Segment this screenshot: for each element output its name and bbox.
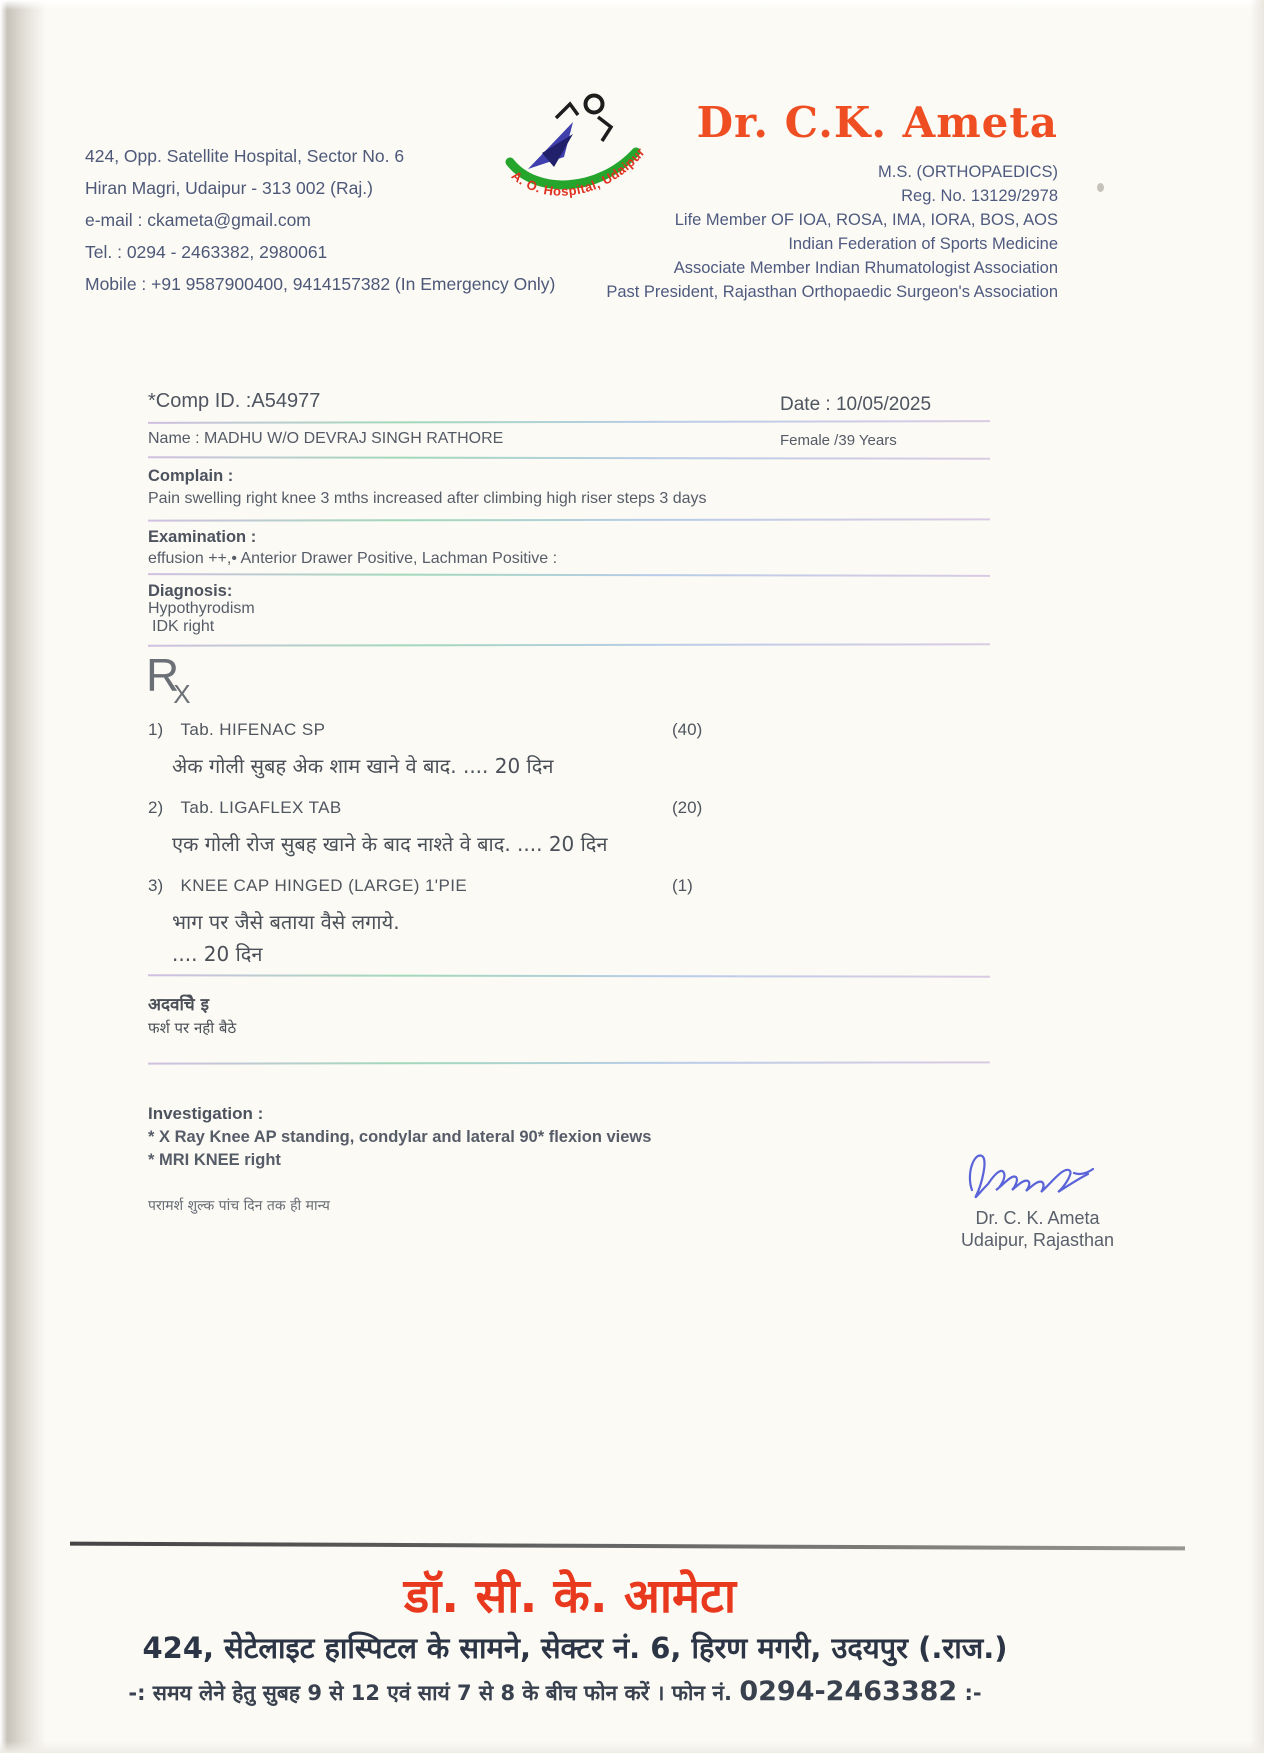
medication-instruction: एक गोली रोज सुबह खाने के बाद नाश्ते वे बाद. .... 20 दिन: [172, 832, 608, 856]
clinic-contact-block: [85, 140, 555, 300]
medication-number: 2): [148, 798, 164, 817]
patient-sex-age: Female /39 Years: [780, 432, 897, 449]
doctor-registration: Reg. No. 13129/2978: [901, 187, 1058, 205]
medication-row: [148, 720, 325, 740]
doctor-membership: Associate Member Indian Rhumatologist Association: [673, 259, 1058, 277]
medication-qty: (1): [672, 876, 693, 895]
medication-name: Tab. HIFENAC SP: [180, 720, 326, 739]
doctor-membership: Past President, Rajasthan Orthopaedic Surgeon's Association: [606, 283, 1058, 301]
medication-instruction: अेक गोली सुबह अेक शाम खाने वे बाद. .... 20 दिन: [172, 754, 554, 778]
medication-instruction: भाग पर जैसे बताया वैसे लगाये.: [172, 910, 400, 934]
doctor-membership: Indian Federation of Sports Medicine: [788, 235, 1058, 253]
scan-edge-bottom: [0, 1741, 1264, 1753]
footer-divider: [70, 1542, 1185, 1551]
logo-text: A. O. Hospital, Udaipur: [508, 144, 648, 199]
investigation-line: * X Ray Knee AP standing, condylar and lateral 90* flexion views: [148, 1128, 652, 1146]
clinic-telephone: Tel. : 0294 - 2463382, 2980061: [85, 242, 328, 262]
rx-symbol: RX: [146, 649, 191, 709]
doctor-name-header: Dr. C.K. Ameta: [696, 98, 1058, 147]
scan-artifact-dot: [1097, 183, 1104, 192]
medication-row: [148, 798, 342, 818]
divider: [148, 1061, 990, 1064]
patient-name: Name : MADHU W/O DEVRAJ SINGH RATHORE: [148, 430, 504, 447]
complain-heading: Complain :: [148, 467, 234, 485]
medication-number: 3): [148, 876, 164, 895]
medication-instruction: .... 20 दिन: [172, 942, 263, 966]
medication-row: [148, 876, 467, 896]
comp-id: *Comp ID. :A54977: [148, 390, 321, 412]
divider: [148, 573, 990, 577]
diagnosis-heading: Diagnosis:: [148, 582, 233, 600]
medication-number: 1): [148, 720, 164, 739]
footer-address: 424, सेटेलाइट हास्पिटल के सामने, सेक्टर नं. 6, हिरण मगरी, उदयपुर (.राज.): [142, 1631, 1008, 1665]
advice-text: फर्श पर नही बैठे: [148, 1019, 237, 1037]
medication-name: KNEE CAP HINGED (LARGE) 1'PIE: [180, 876, 468, 895]
divider: [148, 518, 990, 521]
scan-edge-left: [0, 0, 46, 1753]
scan-edge-right: [1250, 0, 1264, 1753]
consultation-note: परामर्श शुल्क पांच दिन तक ही मान्य: [148, 1198, 330, 1214]
footer-phone: 0294-2463382: [739, 1676, 958, 1707]
complain-text: Pain swelling right knee 3 mths increased after climbing high riser steps 3 days: [148, 490, 707, 507]
doctor-credentials-block: [606, 160, 1058, 304]
investigation-heading: Investigation :: [148, 1104, 264, 1123]
advice-heading: अदवचिे इ: [148, 995, 209, 1015]
footer-timing-text: -: समय लेने हेतु सुबह 9 से 12 एवं सायं 7 से 8 के बीच फोन करें । फोन नं.: [128, 1681, 740, 1705]
footer-timing-suffix: :-: [957, 1681, 982, 1705]
divider: [148, 420, 990, 424]
scan-edge-top: [0, 0, 1264, 10]
medication-qty: (20): [672, 798, 703, 817]
doctor-qualification: M.S. (ORTHOPAEDICS): [878, 163, 1058, 181]
investigation-line: * MRI KNEE right: [148, 1151, 281, 1169]
clinic-mobile: Mobile : +91 9587900400, 9414157382 (In Emergency Only): [85, 274, 556, 294]
signature-place: Udaipur, Rajasthan: [960, 1230, 1115, 1250]
clinic-address-line: Hiran Magri, Udaipur - 313 002 (Raj.): [85, 178, 373, 198]
clinic-email: e-mail : ckameta@gmail.com: [85, 210, 311, 230]
diagnosis-line: IDK right: [152, 618, 215, 635]
divider: [148, 643, 990, 646]
examination-heading: Examination :: [148, 528, 257, 546]
divider: [148, 456, 990, 459]
doctor-membership: Life Member OF IOA, ROSA, IMA, IORA, BOS, AOS: [674, 211, 1058, 229]
medication-name: Tab. LIGAFLEX TAB: [180, 798, 342, 817]
signature-doctor-name: Dr. C. K. Ameta: [975, 1208, 1100, 1228]
examination-text: effusion ++,• Anterior Drawer Positive, Lachman Positive :: [148, 550, 558, 567]
diagnosis-line: Hypothyrodism: [148, 600, 255, 617]
footer-timing: [0, 1676, 1110, 1707]
footer-doctor-name: डॉ. सी. के. आमेटा: [403, 1569, 736, 1624]
medication-qty: (40): [672, 720, 703, 739]
doctor-signature: [958, 1146, 1108, 1211]
signature-icon: [958, 1146, 1108, 1206]
clinic-address-line: 424, Opp. Satellite Hospital, Sector No. 6: [85, 146, 405, 166]
divider: [148, 974, 990, 977]
visit-date: Date : 10/05/2025: [780, 394, 932, 415]
